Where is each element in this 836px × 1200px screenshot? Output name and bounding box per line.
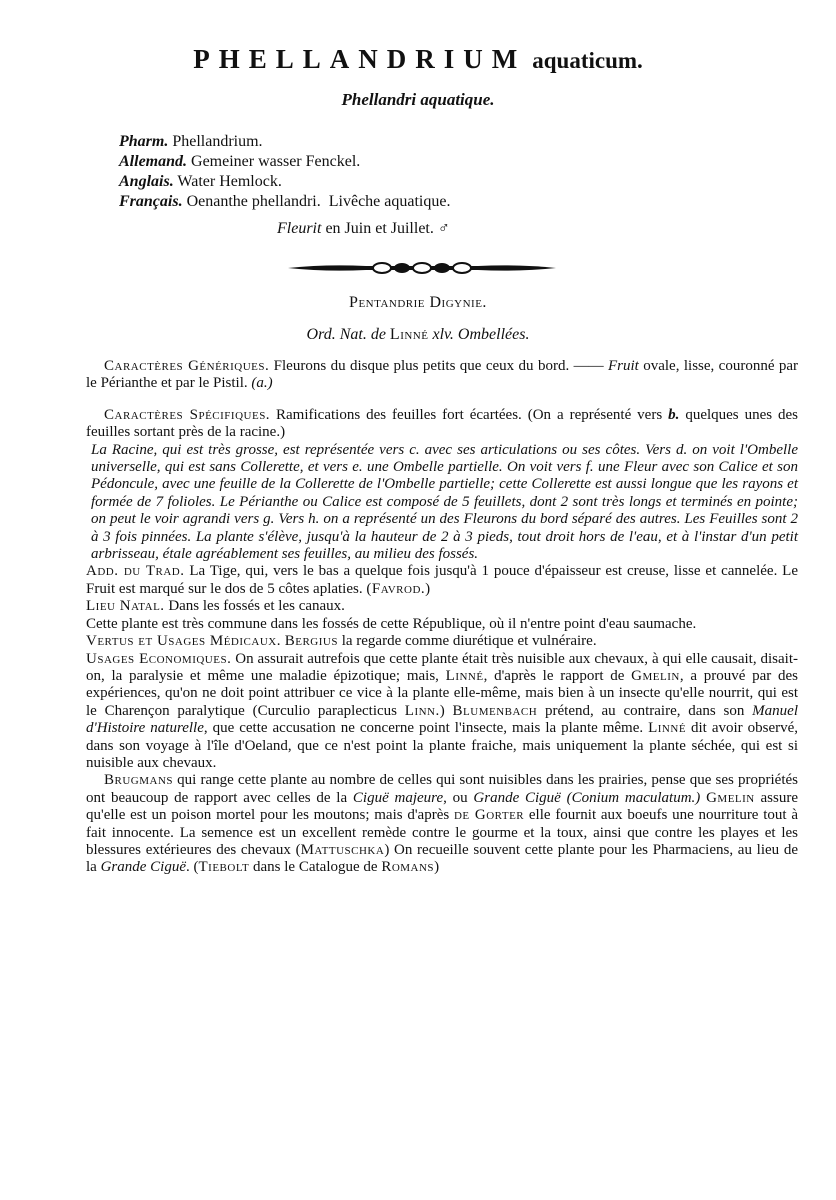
- male-symbol-icon: ♂: [437, 220, 450, 237]
- page-title: [0, 44, 836, 75]
- medical-uses: Vertus et Usages Médicaux. Bergius la regarde comme diurétique et vulnéraire.: [86, 633, 597, 650]
- habitat-heading-line: Lieu Natal. Dans les fossés et les canaux.: [86, 598, 345, 615]
- flowering-line: Fleurit en Juin et Juillet. ♂: [277, 220, 450, 237]
- name-anglais: Anglais. Water Hemlock.: [119, 173, 282, 190]
- genus-name: PHELLANDRIUM: [193, 44, 527, 74]
- name-pharm: Pharm. Phellandrium.: [119, 133, 263, 150]
- figure-description: La Racine, qui est très grosse, est représentée vers c. avec ses articulations ou ses côtes. Vers d. on voit l'Ombelle universelle, qui est sans Collerette, et vers e. une Ombelle partielle. On voit vers f. une Fleur avec son Calice et son Pédoncule, avec une feuille de la Collerette de l'Ombelle partielle; cette Collerette est aussi longue que les rayons et formée de 7 folioles. Le Périanthe ou Calice est composé de 5 feuillets, dont 2 sont très longs et terminés en pointe; on peut le voir agrandi vers g. Vers h. on a représenté un des Fleurons du bord séparé des autres. Les Feuilles sont 2 à 3 fois pinnées. La plante s'élève, jusqu'à la hauteur de 2 à 3 pieds, tout droit hors de l'eau, et à l'instar d'un petit arbrisseau, étale agréablement ses feuilles, au milieu des fossés.: [91, 441, 798, 563]
- french-subtitle: Phellandri aquatique.: [341, 90, 495, 109]
- class-heading: Pentandrie Digynie.: [349, 294, 487, 311]
- species-name: aquaticum.: [532, 48, 643, 73]
- habitat-text: Cette plante est très commune dans les fossés de cette République, où il n'entre point d'eau saumache.: [86, 615, 697, 632]
- economic-uses: Usages Economiques. On assurait autrefois que cette plante était très nuisible aux chevaux, à qui elle causait, disait-on, la paralysie et même une maladie épizotique; mais, Linné, d'après le rapport de Gmelin, a prouvé par des expériences, qu'on ne doit point attribuer ce vice à la plante elle-même, mais bien à un insecte qu'elle nourrit, qui est le Charençon paralytique (Curculio paraplecticus Linn.) Blumenbach prétend, au contraire, dans son Manuel d'Histoire naturelle, que cette accusation ne concerne point l'insecte, mais la plante même. Linné dit avoir observé, dans son voyage à l'île d'Oeland, que ce n'est point la plante fraiche, mais uniquement la plante séchée, qui est si nuisible aux chevaux.: [86, 650, 799, 771]
- specific-characters: Caractères Spécifiques. Ramifications des feuilles fort écartées. (On a représenté vers b. quelques unes des feuilles sortant près de la racine.): [86, 406, 799, 441]
- name-francais: Français. Oenanthe phellandri. Livêche aquatique.: [119, 193, 451, 210]
- translator-note: Add. du Trad. La Tige, qui, vers le bas a quelque fois jusqu'à 1 pouce d'épaisseur est creuse, lisse et cannelée. Le Fruit est marqué sur le dos de 5 côtes aplaties. (Favrod.): [86, 563, 799, 597]
- description-body: [86, 358, 798, 877]
- generic-characters: Caractères Génériques. Fleurons du disque plus petits que ceux du bord. —— Fruit ovale, lisse, couronné par le Périanthe et par le Pistil. (a.): [86, 358, 799, 392]
- name-allemand: Allemand. Gemeiner wasser Fenckel.: [119, 153, 361, 170]
- brugmans-paragraph: Brugmans qui range cette plante au nombre de celles qui sont nuisibles dans les prairies, pense que ses propriétés ont beaucoup de rapport avec celles de la Ciguë majeure, ou Grande Ciguë (Conium maculatum.) Gmelin assure qu'elle est un poison mortel pour les moutons; mais d'après de Gorter elle fournit aux boeufs une nourriture tout à fait innocente. La semence est un excellent remède contre le gourme et la toux, ainsi que contre les playes et les blessures extérieures des chevaux (Mattuschka) On recueille souvent cette plante pour les Pharmaciens, au lieu de la Grande Ciguë. (Tiebolt dans le Catalogue de Romans): [86, 772, 799, 876]
- vernacular-names: [119, 132, 450, 212]
- order-line: Ord. Nat. de Linné xlv. Ombellées.: [306, 326, 530, 343]
- ornament-divider: [286, 260, 558, 276]
